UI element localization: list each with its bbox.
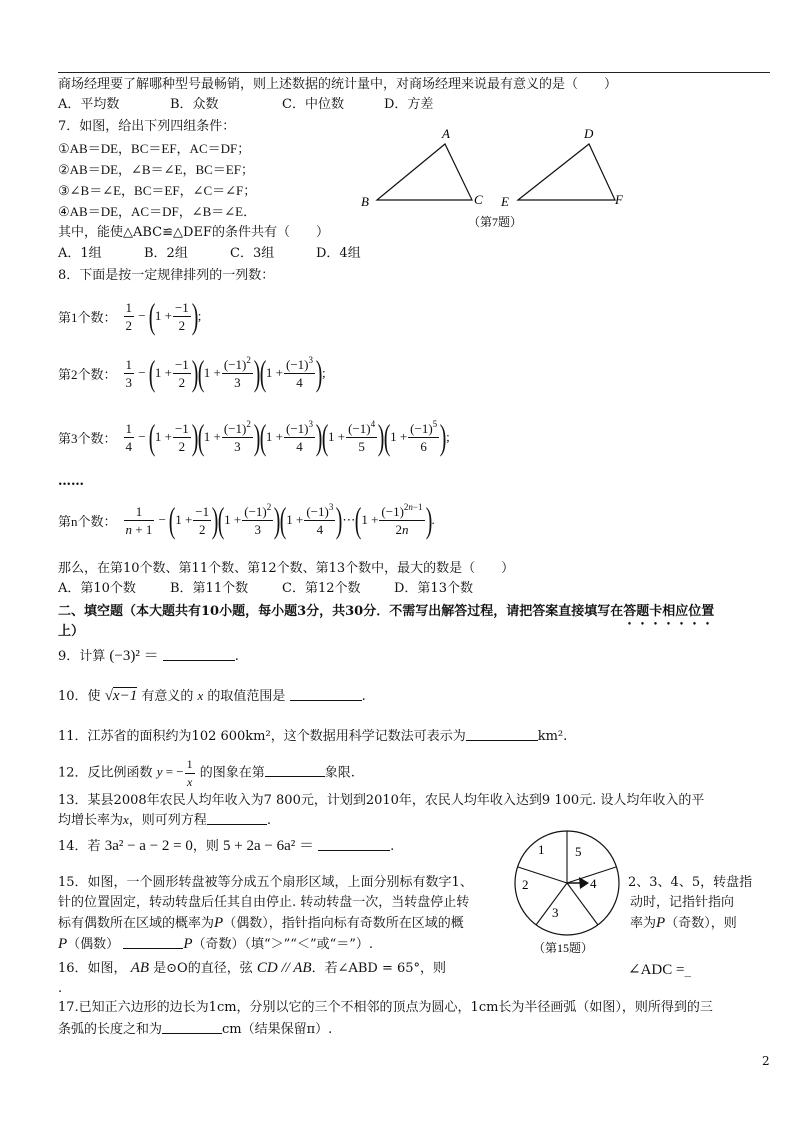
q17-line2: 条弧的长度之和为 cm（结果保留π）. xyxy=(58,1022,333,1037)
q7-option-d: D．4组 xyxy=(316,246,361,261)
q8-term-1: 第1个数： $\frac{1}{2}$ − ( 1 + $\frac{-1}{2}$ ) ; xyxy=(58,296,202,336)
vertex-f: F xyxy=(615,192,623,207)
q8-label-n: 第n个数： xyxy=(58,513,117,529)
q11: 11．江苏省的面积约为102 600km²，这个数据用科学记数法可表示为 km². xyxy=(58,729,568,744)
q7-condition-3: ③∠B＝∠E，BC＝EF，∠C＝∠F； xyxy=(58,183,257,198)
q6-option-c: C．中位数 xyxy=(282,97,344,112)
q6-options xyxy=(58,97,496,113)
q17-line1: 17.已知正六边形的边长为1cm，分别以它的三个不相邻的顶点为圆心，1cm长为半径画弧（如图），则所得到的三 xyxy=(58,1000,713,1015)
q9-answer-blank[interactable] xyxy=(163,648,235,661)
q7-option-c: C．3组 xyxy=(230,246,275,261)
q7-question: 其中，能使△ABC≌△DEF的条件共有（ ） xyxy=(58,225,329,240)
q8-stem: 8．下面是按一定规律排列的一列数： xyxy=(58,268,275,283)
q14-answer-blank[interactable] xyxy=(318,838,390,851)
q7-condition-2: ②AB＝DE，∠B＝∠E，BC＝EF； xyxy=(58,162,254,177)
q15-line1-right: 2、3、4、5，转盘指 xyxy=(628,875,753,890)
q8-term-2: 第2个数： $\frac{1}{3}$ − ( 1 + $\frac{-1}{2}$ ) ( 1 + $\frac{(-1)^2}{3}$ ) ( 1 + $\frac{(-1)^3}{4}$ ) ; xyxy=(58,353,326,393)
q7-option-a: A．1组 xyxy=(58,246,102,261)
q13-answer-blank[interactable] xyxy=(207,812,267,825)
sector-4: 4 xyxy=(590,876,597,891)
sector-1: 1 xyxy=(538,842,545,857)
q15-line3-right: 率为P（奇数），则 xyxy=(630,915,737,931)
section2-heading-end: 上） xyxy=(58,624,85,639)
q8-label-1: 第1个数： xyxy=(58,309,117,325)
sector-2: 2 xyxy=(522,877,529,892)
q12-answer-blank[interactable] xyxy=(265,764,325,777)
q7-condition-4: ④AB＝DE，AC＝DF，∠B＝∠E． xyxy=(58,204,257,219)
section2-heading: 二、填空题（本大题共有10小题，每小题3分，共30分．不需写出解答过程，请把答案直接填写在答题卡相应位置 xyxy=(58,604,715,619)
q15-line2: 针的位置固定，转动转盘后任其自由停止. 转动转盘一次，当转盘停止转 xyxy=(58,895,470,910)
q8-option-b: B．第11个数 xyxy=(170,581,249,596)
q8-label-2: 第2个数： xyxy=(58,366,117,382)
q6-option-b: B．众数 xyxy=(170,97,219,112)
q7-options xyxy=(58,246,402,262)
vertex-d: D xyxy=(584,126,594,141)
q16-trail: . xyxy=(58,981,63,996)
q6-stem: 商场经理要了解哪种型号最畅销，则上述数据的统计量中，对商场经理来说最有意义的是（ ） xyxy=(58,77,618,92)
q7-stem: 7．如图，给出下列四组条件： xyxy=(58,119,236,134)
page-number: 2 xyxy=(762,1054,770,1068)
q15-line4: P（偶数） P（奇数）（填“＞”“＜”或“＝”）. xyxy=(58,936,374,952)
vertex-a: A xyxy=(442,126,450,141)
q7-triangles-figure xyxy=(355,122,640,232)
q10: 10．使 √x−1 有意义的 x 的取值范围是 . xyxy=(58,688,366,704)
q9: 9．计算 (−3)² ＝ . xyxy=(58,648,239,664)
q8-label-3: 第3个数： xyxy=(58,430,117,446)
q15-line3: 标有偶数所在区域的概率为P（偶数），指针指向标有奇数所在区域的概 xyxy=(58,915,464,931)
q15-answer-blank[interactable] xyxy=(123,936,183,949)
q11-answer-blank[interactable] xyxy=(466,728,538,741)
q17-answer-blank[interactable] xyxy=(162,1021,222,1034)
q6-option-d: D．方差 xyxy=(384,97,434,112)
vertex-c: C xyxy=(474,192,483,207)
q14: 14．若 3a² − a − 2 = 0，则 5 + 2a − 6a² ＝ . xyxy=(58,838,395,854)
q13-line2: 均增长率为x，则可列方程 . xyxy=(58,812,271,828)
sector-3: 3 xyxy=(552,905,559,920)
q15-spinner-figure xyxy=(505,826,630,958)
vertex-e: E xyxy=(501,194,509,209)
q15-figure-caption: （第15题） xyxy=(533,941,594,955)
header-rule xyxy=(58,72,770,73)
q8-ellipsis: …… xyxy=(58,474,84,489)
q8-term-3: 第3个数： $\frac{1}{4}$ − ( 1 + $\frac{-1}{2}$ ) ( 1 + $\frac{(-1)^2}{3}$ ) ( 1 + $\frac{(-1)^3}{4}$ ) ( 1 + $\frac{(-1)^4}{5}$ ) ( 1 + $\frac{(-1)^5}{6}$ ) ; xyxy=(58,417,450,457)
triangle-def xyxy=(518,144,615,200)
q16: 16．如图， AB 是⊙O的直径，弦 CD // AB．若∠ABD = 65°，则 xyxy=(58,960,447,976)
q8-option-d: D．第13个数 xyxy=(394,581,473,596)
q15-line1: 15．如图，一个圆形转盘被等分成五个扇形区域，上面分别标有数字1、 xyxy=(58,875,473,890)
q7-figure-caption: （第7题） xyxy=(468,215,523,229)
q12: 12．反比例函数 y = − $\frac{1}{x}$ 的图象在第 象限. xyxy=(58,757,355,789)
q8-term-n: 第n个数： $\frac{1}{n + 1}$ − ( 1 + $\frac{-1}{2}$ ) ( 1 + $\frac{(-1)^2}{3}$ ) ( 1 + $\frac{(-1)^3}{4}$ ) ⋯ ( 1 + $\frac{(-1)^{2n-1}}{2n}$ ) . xyxy=(58,500,435,540)
q16-right: ∠ADC =_ xyxy=(628,962,691,978)
q13-line1: 13．某县2008年农民人均年收入为7 800元，计划到2010年，农民人均年收入达到9 100元. 设人均年收入的平 xyxy=(58,793,705,808)
vertex-b: B xyxy=(361,194,369,209)
q7-condition-1: ①AB＝DE，BC＝EF，AC＝DF； xyxy=(58,141,251,156)
q8-options xyxy=(58,581,506,597)
triangle-abc xyxy=(377,144,472,200)
q7-option-b: B．2组 xyxy=(144,246,188,261)
q8-option-a: A．第10个数 xyxy=(58,581,136,596)
q8-question: 那么，在第10个数、第11个数、第12个数、第13个数中，最大的数是（ ） xyxy=(58,561,515,576)
q8-option-c: C．第12个数 xyxy=(282,581,361,596)
sector-5: 5 xyxy=(575,844,582,859)
spinner-arrow-icon xyxy=(579,877,589,889)
q15-line2-right: 动时，记指针指向 xyxy=(630,895,735,910)
q10-answer-blank[interactable] xyxy=(290,688,362,701)
q6-option-a: A．平均数 xyxy=(58,97,120,112)
